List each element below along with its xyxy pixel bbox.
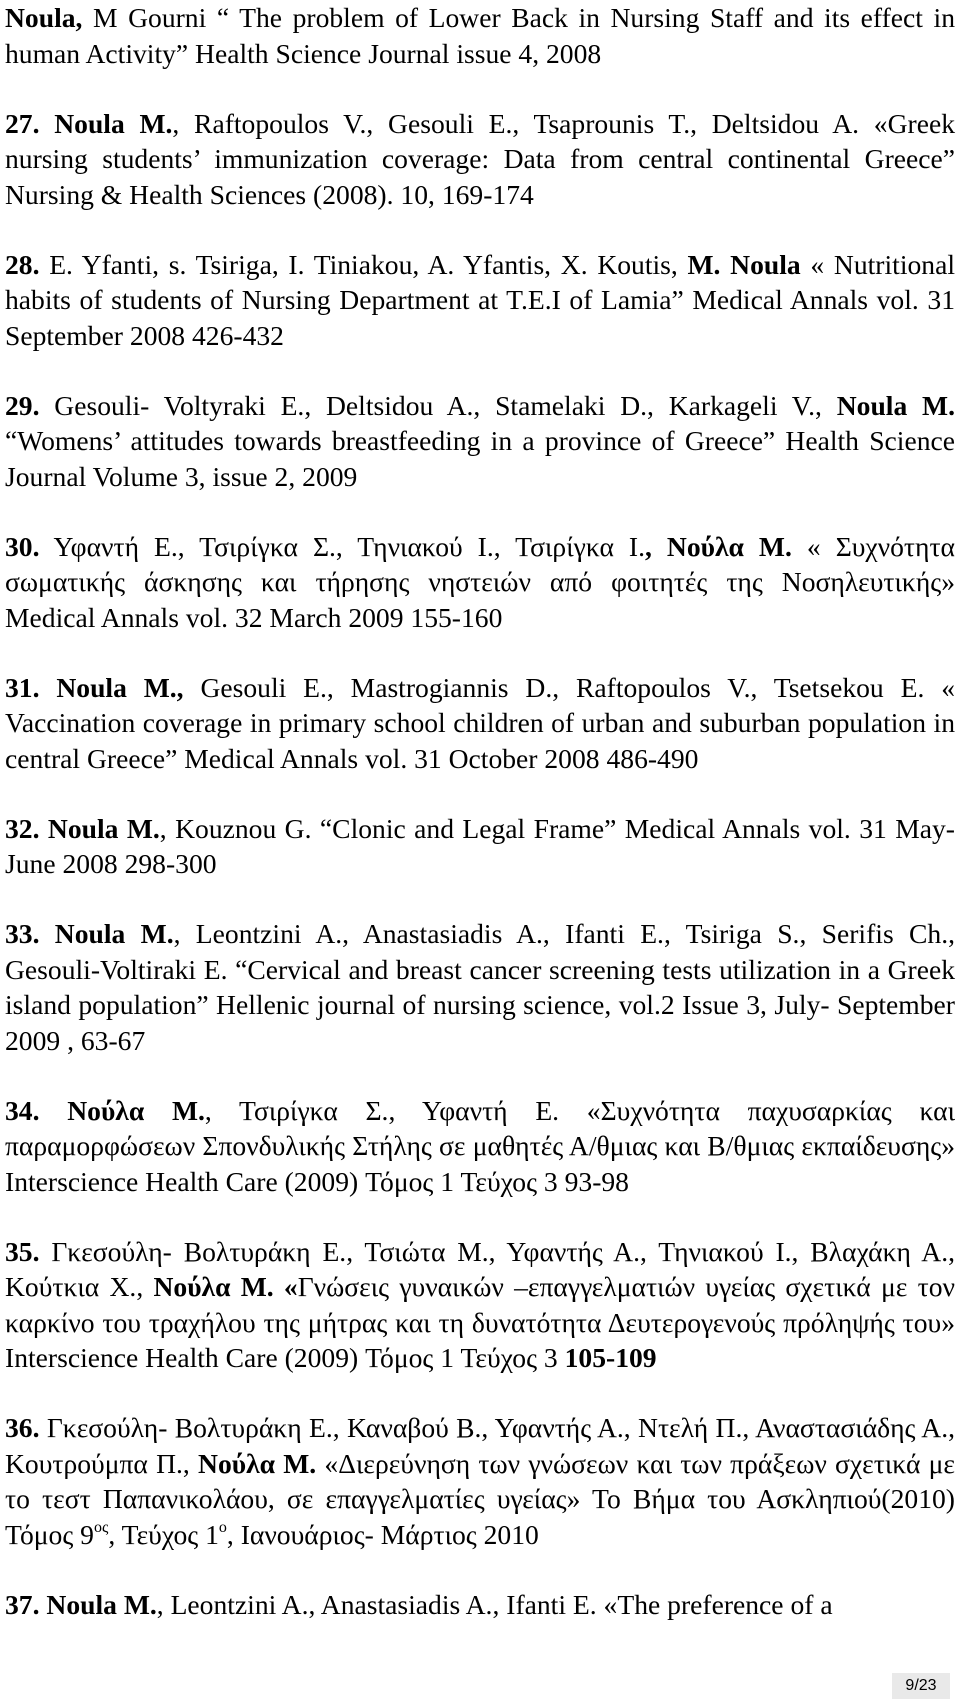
- reference-item: [5, 1410, 955, 1552]
- reference-text: , Leontzini A., Anastasiadis A., Ifanti E. «The preference of a: [156, 1588, 833, 1620]
- bold-text: 31. Noula M.,: [5, 671, 184, 703]
- reference-text: Γνώσεις γυναικών –επαγγελματιών υγείας σχετικά με τον καρκίνο του τραχήλου της μήτρας και τη δυνατότητα Δευτερογενούς πρόληψής του» Interscience Health Care (2009) Τόμος 1 Τεύχος 3: [5, 1271, 955, 1373]
- reference-text: Γκεσούλη- Βολτυράκη Ε., Τσιώτα Μ., Υφαντής Α., Τηνιακού Ι., Βλαχάκη Α., Κούτκια Χ.,: [5, 1235, 955, 1302]
- document-page: [5, 0, 955, 1622]
- reference-item: [5, 670, 955, 777]
- bold-text: Noula M.: [836, 389, 955, 421]
- reference-text: Gesouli E., Mastrogiannis D., Raftopoulos V., Tsetsekou E. « Vaccination coverage in primary school children of urban and suburban population in central Greece” Medical Annals vol. 31 October 2008 486-490: [5, 671, 955, 774]
- bold-text: 33. Noula M.: [5, 918, 174, 949]
- bold-text: 27. Noula M.: [5, 107, 173, 139]
- bold-text: 34. Νούλα Μ.: [5, 1094, 205, 1126]
- reference-item: [5, 811, 955, 882]
- bold-text: Νούλα Μ. «: [153, 1271, 298, 1302]
- reference-text: E. Yfanti, s. Tsiriga, I. Tiniakou, A. Yfantis, X. Koutis,: [39, 248, 688, 280]
- reference-item: [5, 1093, 955, 1200]
- reference-item: [5, 1587, 955, 1623]
- superscript-text: ο: [218, 1518, 227, 1536]
- bold-text: 29.: [5, 389, 40, 421]
- reference-text: M Gourni “ The problem of Lower Back in Nursing Staff and its effect in human Activity” Health Science Journal issue 4, 2008: [5, 2, 955, 69]
- reference-list: [5, 0, 955, 1622]
- reference-text: Γκεσούλη- Βολτυράκη Ε., Καναβού Β., Υφαντής Α., Ντελή Π., Αναστασιάδης Α., Κουτρούμπα Π.,: [5, 1412, 955, 1479]
- bold-text: 37. Noula M.: [5, 1588, 157, 1620]
- bold-text: M. Noula: [687, 248, 801, 280]
- reference-text: , Ιανουάριος- Μάρτιος 2010: [226, 1518, 539, 1550]
- reference-item: [5, 529, 955, 636]
- page-number: 9/23: [892, 1673, 950, 1699]
- bold-text: 36.: [5, 1412, 40, 1443]
- reference-text: , Kouznou G. “Clonic and Legal Frame” Medical Annals vol. 31 May-June 2008 298-300: [5, 812, 955, 879]
- bold-text: 28.: [5, 248, 40, 280]
- reference-text: « Nutritional habits of students of Nursing Department at T.E.I of Lamia” Medical Annals vol. 31 September 2008 426-432: [5, 248, 955, 351]
- reference-item: [5, 1234, 955, 1376]
- bold-text: Νούλα Μ.: [198, 1447, 317, 1479]
- bold-text: 105-109: [564, 1342, 657, 1373]
- reference-item: [5, 0, 955, 71]
- reference-text: Gesouli- Voltyraki E., Deltsidou A., Stamelaki D., Karkageli V.,: [39, 389, 837, 421]
- reference-text: , Leontzini A., Anastasiadis A., Ifanti E., Tsiriga S., Serifis Ch., Gesouli-Voltiraki E. “Cervical and breast cancer screening tests utilization in a Greek island population” Hellenic journal of nursing science, vol.2 Issue 3, July- September 2009 , 63-67: [5, 918, 956, 1056]
- reference-text: « Συχνότητα σωματικής άσκησης και τήρησης νηστειών από φοιτητές της Νοσηλευτικής» Medical Annals vol. 32 March 2009 155-160: [5, 530, 956, 633]
- reference-text: , Τεύχος 1: [108, 1518, 219, 1550]
- reference-text: , Τσιρίγκα Σ., Υφαντή Ε. «Συχνότητα παχυσαρκίας και παραμορφώσεων Σπονδυλικής Στήλης σε μαθητές Α/θμιας και Β/θμιας εκπαίδευσης» Interscience Health Care (2009) Τόμος 1 Τεύχος 3 93-98: [5, 1094, 956, 1197]
- reference-text: “Womens’ attitudes towards breastfeeding in a province of Greece” Health Science Journal Volume 3, issue 2, 2009: [5, 425, 955, 492]
- reference-text: «Διερεύνηση των γνώσεων και των πράξεων σχετικά με το τεστ Παπανικολάου, σε επαγγελματίες υγείας» Το Βήμα του Ασκληπιού(2010) Τόμος 9: [5, 1447, 955, 1550]
- bold-text: 30.: [5, 530, 40, 562]
- bold-text: Noula,: [5, 2, 83, 33]
- reference-text: Υφαντή Ε., Τσιρίγκα Σ., Τηνιακού Ι., Τσιρίγκα Ι.: [39, 530, 646, 562]
- bold-text: 35.: [5, 1235, 40, 1267]
- reference-item: [5, 106, 955, 213]
- bold-text: , Νούλα Μ.: [645, 530, 792, 562]
- reference-text: , Raftopoulos V., Gesouli E., Tsaprounis T., Deltsidou A. «Greek nursing students’ immunization coverage: Data from central continental Greece” Nursing & Health Sciences (2008). 10, 169-174: [5, 107, 956, 210]
- reference-item: [5, 916, 955, 1058]
- bold-text: 32. Noula M.: [5, 812, 160, 844]
- superscript-text: ος: [93, 1518, 109, 1536]
- reference-item: [5, 247, 955, 354]
- reference-item: [5, 388, 955, 495]
